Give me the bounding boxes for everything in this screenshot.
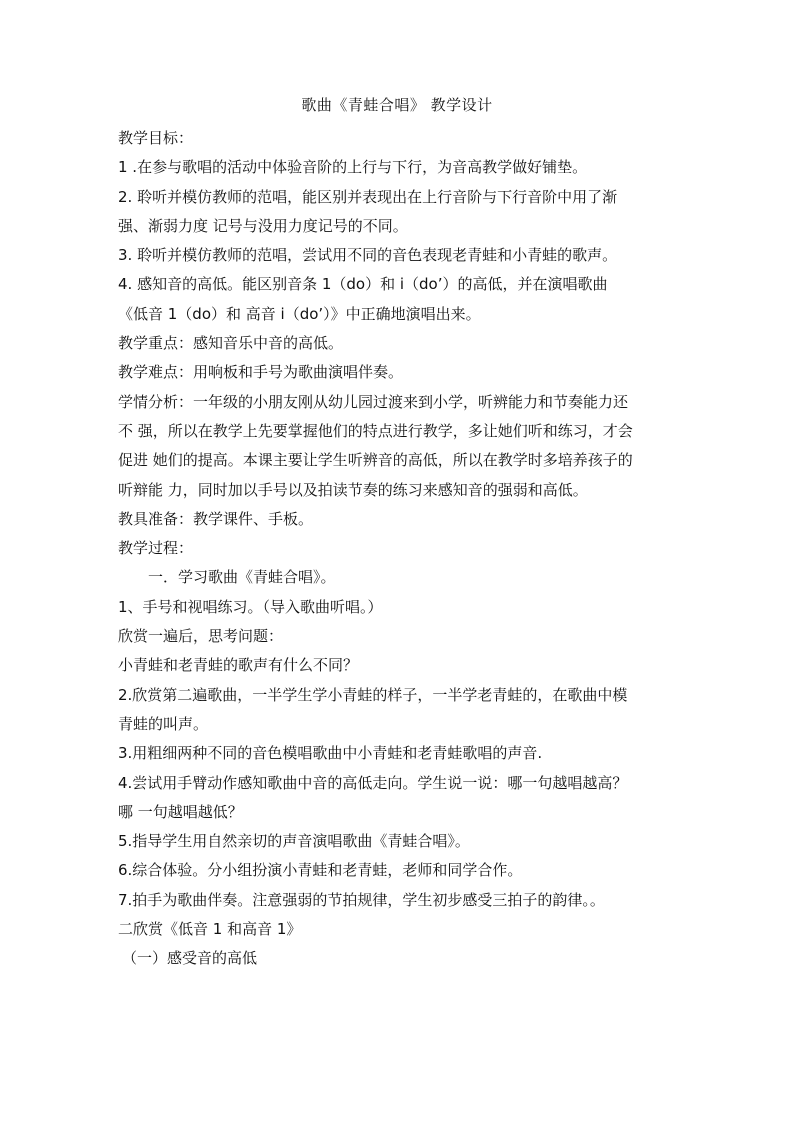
section-heading-objectives: 教学目标：	[118, 129, 194, 147]
document-title: 歌曲《青蛙合唱》 教学设计	[301, 96, 493, 114]
process-part-2-heading: 二欣赏《低音 1 和高音 1》	[118, 920, 302, 939]
process-step-2-line-2: 青蛙的叫声。	[118, 714, 209, 733]
process-step-2-line-1: 2.欣赏第二遍歌曲，一半学生学小青蛙的样子，一半学老青蛙的，在歌曲中模	[118, 685, 628, 704]
objective-2-line-1: 2. 聆听并模仿教师的范唱，能区别并表现出在上行音阶与下行音阶中用了渐	[118, 187, 618, 206]
process-step-6: 6.综合体验。分小组扮演小青蛙和老青蛙，老师和同学合作。	[118, 861, 523, 880]
teaching-focus: 教学重点：感知音乐中音的高低。	[118, 334, 344, 353]
objective-2-line-2: 强、渐弱力度 记号与没用力度记号的不同。	[118, 216, 408, 235]
process-step-4-line-1: 4.尝试用手臂动作感知歌曲中音的高低走向。学生说一说：哪一句越唱越高？	[118, 773, 628, 792]
process-step-7: 7.拍手为歌曲伴奏。注意强弱的节拍规律，学生初步感受三拍子的韵律。。	[118, 890, 605, 909]
process-part-1-heading: 一．学习歌曲《青蛙合唱》。	[148, 568, 336, 587]
teaching-difficulty: 教学难点：用响板和手号为歌曲演唱伴奏。	[118, 363, 404, 382]
process-part-2-subheading: （一）感受音的高低	[122, 949, 258, 968]
objective-4-line-2: 《低音 1（do）和 高音 i（do’）》中正确地演唱出来。	[118, 304, 481, 323]
process-step-3: 3.用粗细两种不同的音色模唱歌曲中小青蛙和老青蛙歌唱的声音.	[118, 744, 543, 763]
process-question: 小青蛙和老青蛙的歌声有什么不同？	[118, 656, 359, 675]
process-step-1: 1、手号和视唱练习。（导入歌曲听唱。）	[118, 597, 383, 616]
section-heading-process: 教学过程：	[118, 539, 194, 558]
document-body	[118, 124, 678, 974]
student-analysis-line-1: 学情分析：一年级的小朋友刚从幼儿园过渡来到小学，听辨能力和节奏能力还	[118, 392, 629, 411]
teaching-materials: 教具准备：教学课件、手板。	[118, 509, 314, 528]
process-step-5: 5.指导学生用自然亲切的声音演唱歌曲《青蛙合唱》。	[118, 832, 470, 851]
process-question-intro: 欣赏一遍后，思考问题：	[118, 627, 284, 646]
student-analysis-line-3: 促进 她们的提高。本课主要让学生听辨音的高低，所以在教学时多培养孩子的	[118, 451, 633, 470]
objective-1: 1 .在参与歌唱的活动中体验音阶的上行与下行，为音高教学做好铺垫。	[118, 158, 588, 177]
student-analysis-line-2: 不 强，所以在教学上先要掌握他们的特点进行教学，多让她们听和练习，才会	[118, 421, 633, 440]
process-step-4-line-2: 哪 一句越唱越低？	[118, 802, 243, 821]
objective-4-line-1: 4. 感知音的高低。能区别音条 1（do）和 i（do’）的高低，并在演唱歌曲	[118, 275, 608, 294]
objective-3: 3. 聆听并模仿教师的范唱，尝试用不同的音色表现老青蛙和小青蛙的歌声。	[118, 246, 618, 265]
student-analysis-line-4: 听辩能 力，同时加以手号以及拍读节奏的练习来感知音的强弱和高低。	[118, 480, 588, 499]
